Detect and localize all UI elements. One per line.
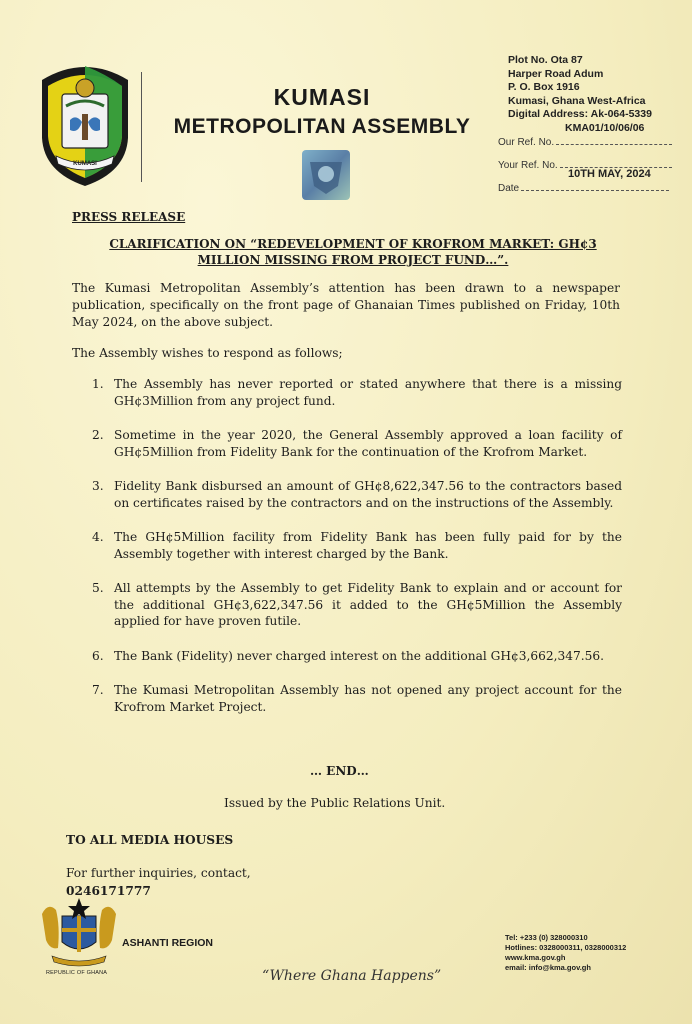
list-item	[92, 529, 622, 562]
inquiries-text: For further inquiries, contact,	[66, 866, 251, 880]
header-divider	[141, 72, 142, 182]
our-ref-label: Our Ref. No.	[498, 137, 555, 148]
organization-name	[152, 84, 492, 139]
contact-line: www.kma.gov.gh	[505, 953, 566, 962]
our-ref-value: KMA01/10/06/06	[565, 122, 645, 134]
list-item	[92, 682, 622, 715]
holographic-seal-icon	[300, 148, 352, 202]
date-value: 10TH MAY, 2024	[568, 168, 651, 180]
issued-by: Issued by the Public Relations Unit.	[224, 796, 446, 810]
date-label: Date	[498, 183, 520, 194]
list-number: 2.	[92, 428, 104, 442]
list-item	[92, 478, 622, 511]
list-number: 3.	[92, 479, 104, 493]
list-item	[92, 427, 622, 460]
to-media-heading: TO ALL MEDIA HOUSES	[66, 833, 234, 847]
coat-of-arms-icon	[38, 896, 120, 968]
list-text: Fidelity Bank disbursed an amount of GH¢8,622,347.56 to the contractors based on certificates raised by the contractors and on the instructions of the Assembly.	[114, 479, 622, 510]
footer-contact	[505, 933, 626, 973]
list-number: 1.	[92, 377, 104, 391]
list-number: 4.	[92, 530, 104, 544]
address-line: P. O. Box 1916	[508, 81, 580, 93]
list-text: The Bank (Fidelity) never charged interest on the additional GH¢3,662,347.56.	[114, 648, 605, 663]
logo-lettering: KUMASI	[73, 161, 97, 167]
list-text: The GH¢5Million facility from Fidelity Bank has been fully paid for by the Assembly together with interest charged by the Bank.	[114, 530, 622, 561]
address-line: Harper Road Adum	[508, 67, 604, 80]
your-ref-label: Your Ref. No.	[498, 160, 558, 171]
contact-line: Tel: +233 (0) 328000310	[505, 933, 588, 942]
intro-paragraph: The Kumasi Metropolitan Assembly’s attention has been drawn to a newspaper publication, specifically on the front page of Ghanaian Times published on Friday, 10th May 2024, on the above subject.	[72, 281, 620, 329]
list-text: All attempts by the Assembly to get Fidelity Bank to explain and or account for the additional GH¢3,622,347.56 it added to the GH¢5Million the Assembly applied for have proven futile.	[114, 581, 622, 628]
list-item	[92, 376, 622, 409]
contact-line: email: info@kma.gov.gh	[505, 963, 591, 972]
address-line: Plot No. Ota 87	[508, 54, 583, 66]
our-ref-line	[498, 137, 672, 148]
motto: “Where Ghana Happens”	[262, 968, 442, 984]
respond-paragraph: The Assembly wishes to respond as follows;	[72, 346, 343, 360]
list-number: 5.	[92, 581, 104, 595]
list-item	[92, 648, 622, 665]
list-text: The Kumasi Metropolitan Assembly has not opened any project account for the Krofrom Market Project.	[114, 683, 622, 714]
headline: CLARIFICATION ON “REDEVELOPMENT OF KROFROM MARKET: GH¢3 MILLION MISSING FROM PROJECT FUND…”.	[109, 237, 597, 267]
list-item	[92, 580, 622, 630]
org-name-line2: METROPOLITAN ASSEMBLY	[173, 115, 471, 138]
end-marker: … END…	[310, 764, 369, 778]
list-number: 7.	[92, 683, 104, 697]
address-line: Kumasi, Ghana West-Africa	[508, 94, 646, 107]
address-block	[508, 54, 652, 122]
page-title: PRESS RELEASE	[72, 210, 186, 224]
address-line: Digital Address: Ak-064-5339	[508, 108, 652, 120]
kma-logo	[36, 60, 134, 190]
org-name-line1: KUMASI	[273, 84, 371, 110]
republic-label: REPUBLIC OF GHANA	[46, 970, 108, 976]
response-list	[92, 376, 622, 733]
contact-phone: 0246171777	[66, 884, 151, 898]
list-text: The Assembly has never reported or stated anywhere that there is a missing GH¢3Million from any project fund.	[114, 377, 622, 408]
date-line	[498, 183, 669, 194]
list-number: 6.	[92, 648, 104, 663]
list-text: Sometime in the year 2020, the General Assembly approved a loan facility of GH¢5Million from Fidelity Bank for the continuation of the Krofrom Market.	[114, 428, 622, 459]
region-label: ASHANTI REGION	[122, 937, 214, 949]
contact-line: Hotlines: 0328000311, 0328000312	[505, 943, 627, 952]
